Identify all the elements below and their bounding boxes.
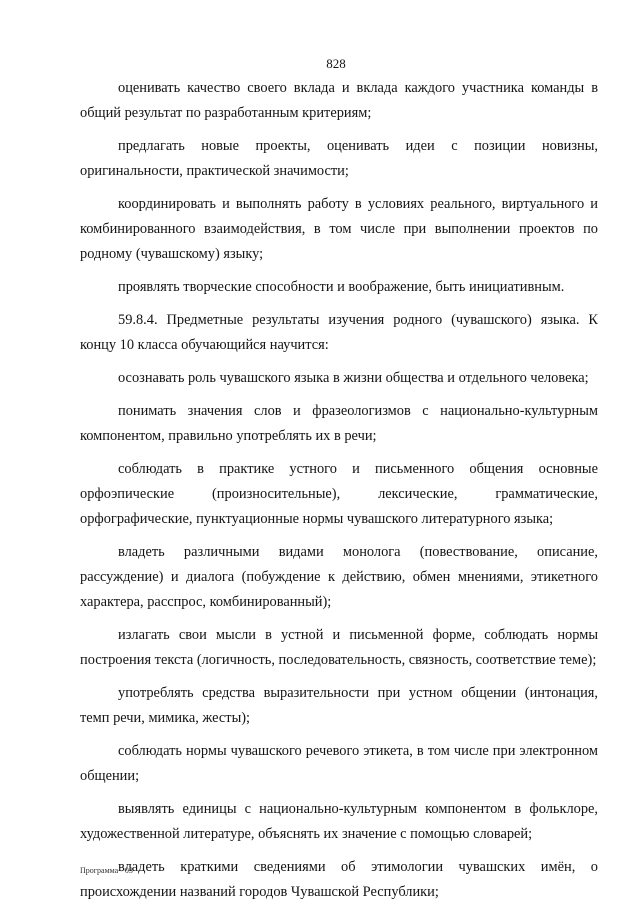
section-heading-paragraph: 59.8.4. Предметные результаты изучения родного (чувашского) языка. К концу 10 класса обучающийся научится: <box>80 312 598 353</box>
paragraph: соблюдать нормы чувашского речевого этикета, в том числе при электронном общении; <box>80 743 598 784</box>
paragraph: оценивать качество своего вклада и вклада каждого участника команды в общий результат по разработанным критериям; <box>80 80 598 121</box>
paragraph: соблюдать в практике устного и письменного общения основные орфоэпические (произносительные), лексические, грамматические, орфографические, пунктуационные нормы чувашского литературного языка; <box>80 461 598 527</box>
paragraph: предлагать новые проекты, оценивать идеи с позиции новизны, оригинальности, практической значимости; <box>80 138 598 179</box>
paragraph: излагать свои мысли в устной и письменной форме, соблюдать нормы построения текста (логичность, последовательность, связность, соответствие теме); <box>80 627 598 668</box>
paragraph: осознавать роль чувашского языка в жизни общества и отдельного человека; <box>118 370 589 386</box>
paragraph: выявлять единицы с национально-культурным компонентом в фольклоре, художественной литературе, объяснять их значение с помощью словарей; <box>80 801 598 842</box>
paragraph: координировать и выполнять работу в условиях реального, виртуального и комбинированного взаимодействия, в том числе при выполнении проектов по родному (чувашскому) языку; <box>80 196 598 262</box>
paragraph: употреблять средства выразительности при устном общении (интонация, темп речи, мимика, жесты); <box>80 685 598 726</box>
paragraph: проявлять творческие способности и воображение, быть инициативным. <box>118 279 565 295</box>
paragraph: понимать значения слов и фразеологизмов с национально-культурным компонентом, правильно употреблять их в речи; <box>80 403 598 444</box>
page-number: 828 <box>326 56 346 71</box>
paragraph: владеть краткими сведениями об этимологии чувашских имён, о происхождении названий городов Чувашской Республики; <box>80 859 598 900</box>
document-body <box>80 76 598 913</box>
paragraph: владеть различными видами монолога (повествование, описание, рассуждение) и диалога (побуждение к действию, обмен мнениями, этикетного характера, расспрос, комбинированный); <box>80 544 598 610</box>
footer-note: Программа - 03 <box>80 866 133 875</box>
